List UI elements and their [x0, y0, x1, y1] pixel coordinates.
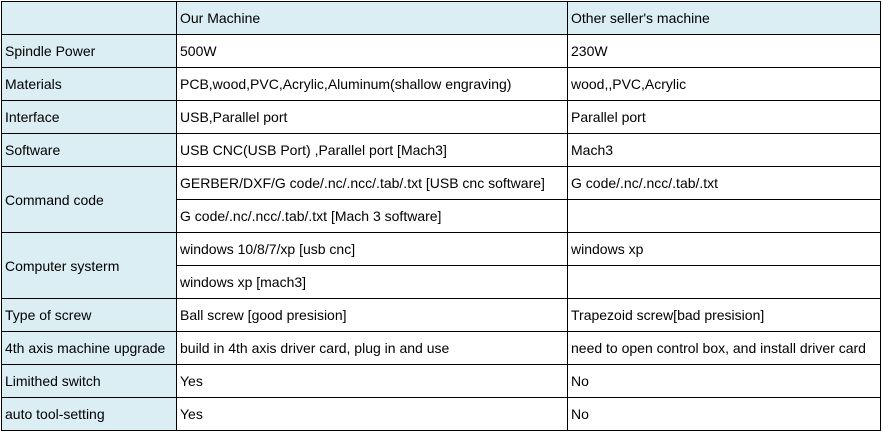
our-value: USB CNC(USB Port) ,Parallel port [Mach3]	[177, 134, 568, 167]
our-value: Yes	[177, 398, 568, 431]
header-empty-cell	[2, 2, 177, 35]
table-row	[2, 134, 881, 167]
other-value: Parallel port	[568, 101, 881, 134]
other-value: Trapezoid screw[bad presision]	[568, 299, 881, 332]
comparison-table	[1, 1, 881, 431]
our-value: USB,Parallel port	[177, 101, 568, 134]
table-row	[2, 101, 881, 134]
row-label: Type of screw	[2, 299, 177, 332]
other-value: No	[568, 365, 881, 398]
other-value: need to open control box, and install driver card	[568, 332, 881, 365]
header-row	[2, 2, 881, 35]
table-row	[2, 68, 881, 101]
our-value: build in 4th axis driver card, plug in and use	[177, 332, 568, 365]
our-value: windows 10/8/7/xp [usb cnc]	[177, 233, 568, 266]
header-other-machine: Other seller's machine	[568, 2, 881, 35]
table-row	[2, 167, 881, 200]
row-label: Computer systerm	[2, 233, 177, 299]
our-value: GERBER/DXF/G code/.nc/.ncc/.tab/.txt [USB cnc software]	[177, 167, 568, 200]
row-label: Interface	[2, 101, 177, 134]
row-label: Software	[2, 134, 177, 167]
other-value	[568, 266, 881, 299]
other-value: 230W	[568, 35, 881, 68]
table-row	[2, 233, 881, 266]
row-label: Limithed switch	[2, 365, 177, 398]
our-value: windows xp [mach3]	[177, 266, 568, 299]
row-label: Command code	[2, 167, 177, 233]
other-value: windows xp	[568, 233, 881, 266]
table-row	[2, 35, 881, 68]
other-value: Mach3	[568, 134, 881, 167]
row-label: auto tool-setting	[2, 398, 177, 431]
our-value: Ball screw [good presision]	[177, 299, 568, 332]
row-label: 4th axis machine upgrade	[2, 332, 177, 365]
our-value: G code/.nc/.ncc/.tab/.txt [Mach 3 software]	[177, 200, 568, 233]
row-label: Spindle Power	[2, 35, 177, 68]
other-value: No	[568, 398, 881, 431]
table-row	[2, 299, 881, 332]
other-value	[568, 200, 881, 233]
our-value: Yes	[177, 365, 568, 398]
table-row	[2, 398, 881, 431]
our-value: PCB,wood,PVC,Acrylic,Aluminum(shallow engraving)	[177, 68, 568, 101]
our-value: 500W	[177, 35, 568, 68]
other-value: G code/.nc/.ncc/.tab/.txt	[568, 167, 881, 200]
row-label: Materials	[2, 68, 177, 101]
other-value: wood,,PVC,Acrylic	[568, 68, 881, 101]
header-our-machine: Our Machine	[177, 2, 568, 35]
table-row	[2, 365, 881, 398]
table-row	[2, 332, 881, 365]
